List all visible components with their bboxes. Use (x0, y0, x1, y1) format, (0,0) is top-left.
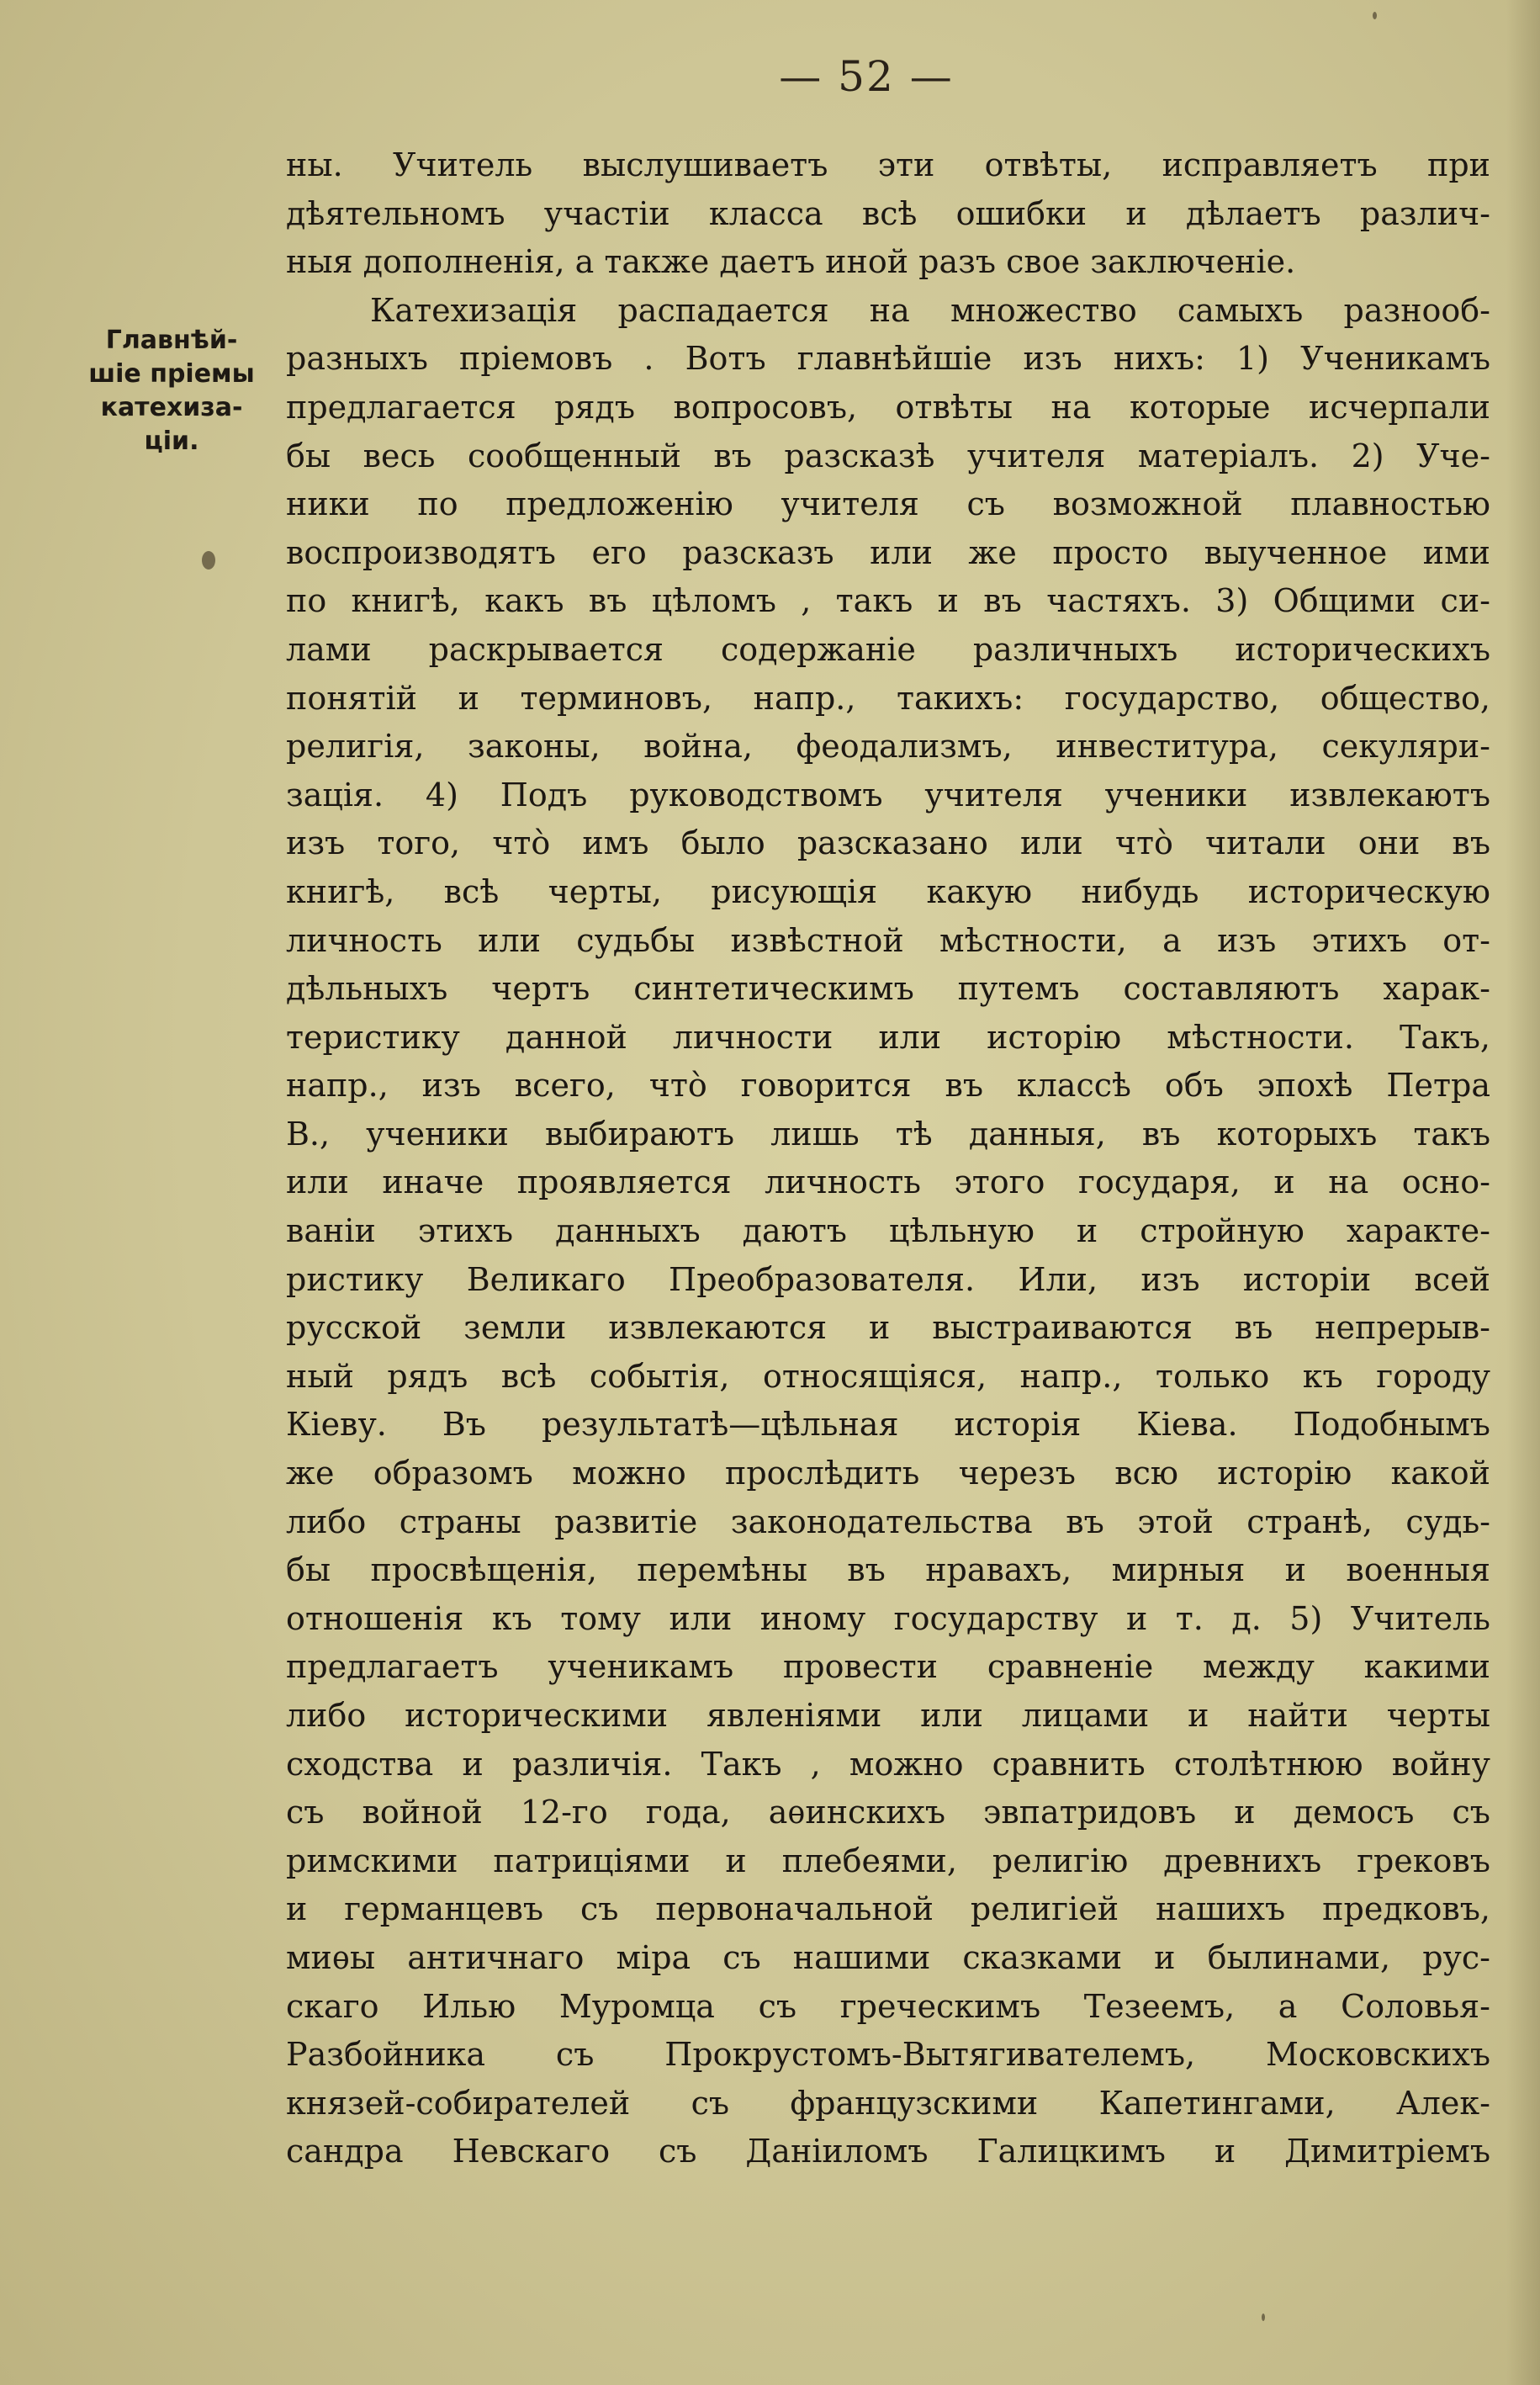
ink-speck (202, 551, 215, 570)
text-line: римскими патриціями и плебеями, религію древнихъ грековъ (286, 1842, 1490, 1879)
text-line: В., ученики выбираютъ лишь тѣ данныя, въ которыхъ такъ (286, 1115, 1490, 1153)
text-line: воспроизводятъ его разсказъ или же просто выученное ими (286, 533, 1490, 571)
margin-note-line: Главнѣй- (105, 326, 238, 355)
text-line: предлагаетъ ученикамъ провести сравненіе между какими (286, 1648, 1490, 1686)
text-line: отношенія къ тому или иному государству и т. д. 5) Учитель (286, 1599, 1490, 1637)
margin-note-line: ціи. (144, 427, 199, 456)
text-line: напр., изъ всего, что̀ говорится въ классѣ объ эпохѣ Петра (286, 1067, 1490, 1105)
body-text (286, 141, 1490, 2176)
text-line: князей-собирателей съ французскими Капетингами, Алек- (286, 2084, 1490, 2122)
text-line: Катехизація распадается на множество самыхъ разнооб- (370, 291, 1490, 329)
margin-note-line: катехиза- (100, 393, 243, 422)
text-line: зація. 4) Подъ руководствомъ учителя ученики извлекаютъ (286, 776, 1490, 814)
text-line: русской земли извлекаются и выстраиваются въ непрерыв- (286, 1309, 1490, 1347)
text-line: ристику Великаго Преобразователя. Или, изъ исторіи всей (286, 1260, 1490, 1298)
text-line: сходства и различія. Такъ , можно сравнить столѣтнюю войну (286, 1745, 1490, 1783)
page-number: — 52 — (779, 52, 954, 101)
text-line: ный рядъ всѣ событія, относящіяся, напр., только къ городу (286, 1357, 1490, 1395)
text-line: скаго Илью Муромца съ греческимъ Тезеемъ, а Соловья- (286, 1987, 1490, 2025)
text-line: Кіеву. Въ результатѣ—цѣльная исторія Кіева. Подобнымъ (286, 1406, 1490, 1444)
text-line: предлагается рядъ вопросовъ, отвѣты на которые исчерпали (286, 388, 1490, 426)
text-line: ны. Учитель выслушиваетъ эти отвѣты, исправляетъ при (286, 146, 1490, 183)
margin-note-line: шіе пріемы (88, 359, 255, 389)
text-line: бы весь сообщенный въ разсказѣ учителя матеріалъ. 2) Уче- (286, 437, 1490, 474)
text-line: миѳы античнаго міра съ нашими сказками и былинами, рус- (286, 1938, 1490, 1976)
text-line: понятій и терминовъ, напр., такихъ: государство, общество, (286, 679, 1490, 717)
text-line: либо страны развитіе законодательства въ этой странѣ, судь- (286, 1503, 1490, 1540)
text-line: религія, законы, война, феодализмъ, инвеститура, секуляри- (286, 728, 1490, 766)
text-line: лами раскрывается содержаніе различныхъ историческихъ (286, 630, 1490, 668)
text-line: ники по предложенію учителя съ возможной плавностью (286, 485, 1490, 523)
text-line: ваніи этихъ данныхъ даютъ цѣльную и стройную характе- (286, 1212, 1490, 1250)
page-edge-shadow (1506, 0, 1540, 2385)
text-line: книгѣ, всѣ черты, рисующія какую нибудь историческую (286, 872, 1490, 910)
text-line: Разбойника съ Прокрустомъ-Вытягивателемъ, Московскихъ (286, 2036, 1490, 2074)
text-line: бы просвѣщенія, перемѣны въ нравахъ, мирныя и военныя (286, 1551, 1490, 1589)
text-line: дѣльныхъ чертъ синтетическимъ путемъ составляютъ харак- (286, 970, 1490, 1008)
text-line: ныя дополненія, а также даетъ иной разъ свое заключеніе. (286, 243, 1296, 281)
text-line: съ войной 12-го года, аѳинскихъ эвпатридовъ и демосъ съ (286, 1794, 1490, 1831)
text-line: по книгѣ, какъ въ цѣломъ , такъ и въ частяхъ. 3) Общими си- (286, 582, 1490, 620)
text-line: или иначе проявляется личность этого государя, и на осно- (286, 1163, 1490, 1201)
text-line: и германцевъ съ первоначальной религіей нашихъ предковъ, (286, 1890, 1490, 1928)
text-line: либо историческими явленіями или лицами и найти черты (286, 1697, 1490, 1734)
ink-speck (1373, 12, 1377, 19)
ink-speck (1262, 2313, 1265, 2321)
text-line: теристику данной личности или исторію мѣстности. Такъ, (286, 1018, 1490, 1056)
margin-note (67, 324, 276, 458)
text-line: личность или судьбы извѣстной мѣстности, а изъ этихъ от- (286, 921, 1490, 959)
text-line: изъ того, что̀ имъ было разсказано или что̀ читали они въ (286, 824, 1490, 862)
text-line: разныхъ пріемовъ . Вотъ главнѣйшіе изъ нихъ: 1) Ученикамъ (286, 340, 1490, 378)
text-line: сандра Невскаго съ Даніиломъ Галицкимъ и Димитріемъ (286, 2133, 1490, 2170)
text-line: дѣятельномъ участіи класса всѣ ошибки и дѣлаетъ различ- (286, 194, 1490, 232)
text-line: же образомъ можно прослѣдить черезъ всю исторію какой (286, 1455, 1490, 1492)
